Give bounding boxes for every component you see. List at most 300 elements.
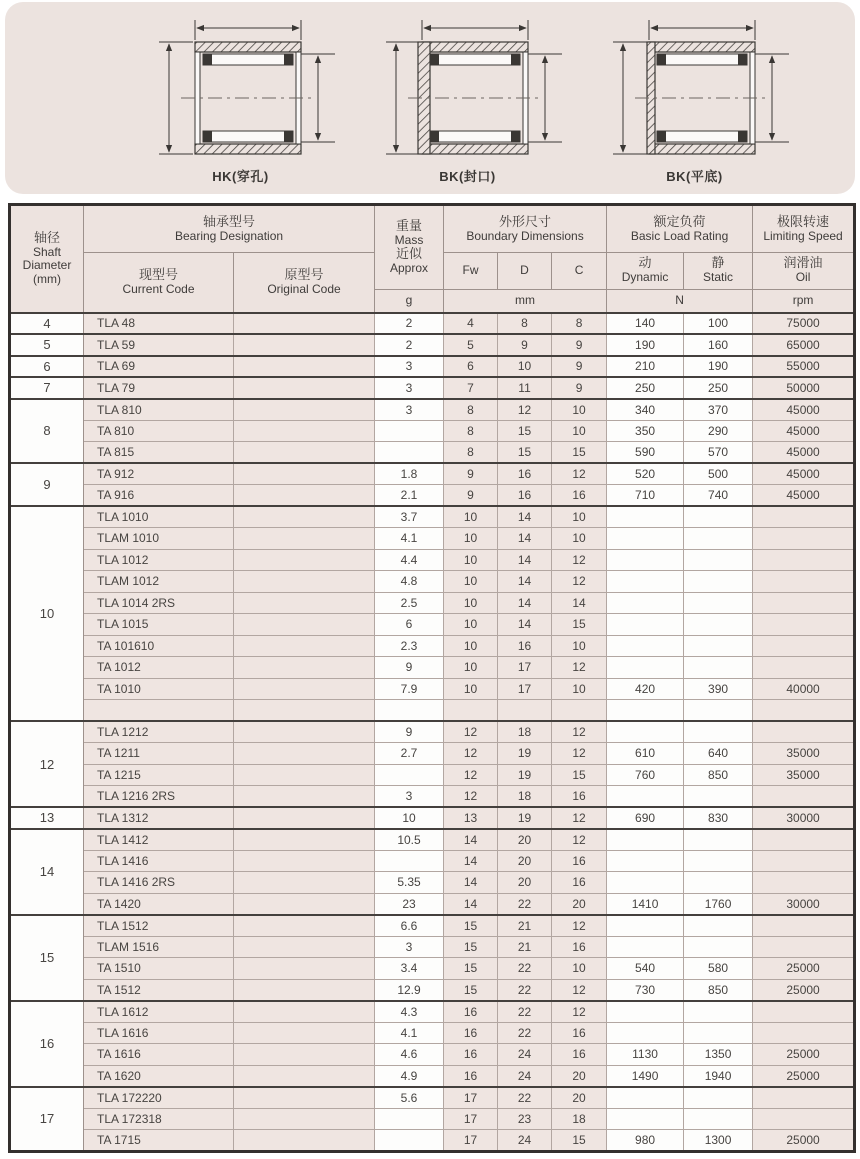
original-code-cell [234, 1065, 375, 1087]
table-row [10, 807, 855, 829]
d-cell: 23 [498, 1108, 552, 1130]
bearing-cross-section-icon [587, 12, 802, 164]
static-load-cell [684, 1087, 753, 1109]
fw-cell: 12 [444, 721, 498, 743]
original-code-cell [234, 614, 375, 636]
oil-speed-cell: 75000 [753, 313, 855, 335]
fw-cell: 8 [444, 399, 498, 421]
fw-cell: 8 [444, 420, 498, 442]
header-oil-cn: 润滑油 [783, 255, 823, 271]
current-code-cell: TA 912 [84, 463, 234, 485]
original-code-cell [234, 786, 375, 808]
shaft-group-14 [10, 829, 855, 915]
current-code-cell: TLA 172220 [84, 1087, 234, 1109]
table-row [10, 1108, 855, 1130]
spec-table [8, 203, 856, 1153]
oil-speed-cell [753, 721, 855, 743]
dynamic-load-cell: 1130 [607, 1044, 684, 1066]
current-code-cell: TA 1420 [84, 893, 234, 915]
table-row [10, 592, 855, 614]
static-load-cell [684, 1001, 753, 1023]
original-code-cell [234, 420, 375, 442]
d-cell: 22 [498, 979, 552, 1001]
mass-cell: 6 [375, 614, 444, 636]
static-load-cell: 1350 [684, 1044, 753, 1066]
oil-speed-cell: 30000 [753, 807, 855, 829]
mass-cell [375, 850, 444, 872]
static-load-cell: 1300 [684, 1130, 753, 1152]
fw-cell: 16 [444, 1001, 498, 1023]
d-cell: 18 [498, 786, 552, 808]
static-load-cell: 390 [684, 678, 753, 700]
current-code-cell: TLA 1412 [84, 829, 234, 851]
oil-speed-cell: 25000 [753, 979, 855, 1001]
c-cell: 9 [552, 356, 607, 378]
c-cell: 14 [552, 592, 607, 614]
c-cell: 15 [552, 614, 607, 636]
oil-speed-cell [753, 872, 855, 894]
header-shaft-en2: Diameter [22, 258, 72, 273]
current-code-cell: TLA 48 [84, 313, 234, 335]
current-code-cell: TA 1510 [84, 958, 234, 980]
original-code-cell [234, 958, 375, 980]
fw-cell: 10 [444, 678, 498, 700]
original-code-cell [234, 1108, 375, 1130]
current-code-cell: TLAM 1012 [84, 571, 234, 593]
dynamic-load-cell [607, 786, 684, 808]
oil-speed-cell: 45000 [753, 399, 855, 421]
oil-speed-cell: 45000 [753, 485, 855, 507]
oil-speed-cell [753, 1001, 855, 1023]
original-code-cell [234, 442, 375, 464]
current-code-cell: TLA 1216 2RS [84, 786, 234, 808]
original-code-cell [234, 657, 375, 679]
dynamic-load-cell [607, 571, 684, 593]
mass-cell [375, 442, 444, 464]
c-cell: 12 [552, 979, 607, 1001]
oil-speed-cell [753, 528, 855, 550]
mass-cell: 4.4 [375, 549, 444, 571]
mass-cell: 3 [375, 786, 444, 808]
table-row [10, 420, 855, 442]
d-cell: 20 [498, 872, 552, 894]
current-code-cell: TLA 69 [84, 356, 234, 378]
c-cell: 10 [552, 399, 607, 421]
static-load-cell [684, 614, 753, 636]
c-cell: 12 [552, 549, 607, 571]
current-code-cell: TA 810 [84, 420, 234, 442]
header-unit-mm [444, 289, 607, 312]
c-cell: 15 [552, 764, 607, 786]
d-cell: 9 [498, 334, 552, 356]
current-code-cell: TA 916 [84, 485, 234, 507]
original-code-cell [234, 528, 375, 550]
original-code-cell [234, 1022, 375, 1044]
table-row [10, 528, 855, 550]
header-unit-n [607, 289, 753, 312]
fw-cell: 10 [444, 506, 498, 528]
static-load-cell: 580 [684, 958, 753, 980]
mass-cell: 12.9 [375, 979, 444, 1001]
static-load-cell [684, 936, 753, 958]
dynamic-load-cell [607, 657, 684, 679]
mass-cell: 9 [375, 721, 444, 743]
current-code-cell: TLA 1512 [84, 915, 234, 937]
current-code-cell: TA 1616 [84, 1044, 234, 1066]
current-code-cell: TLA 172318 [84, 1108, 234, 1130]
oil-speed-cell: 25000 [753, 1130, 855, 1152]
d-cell: 14 [498, 571, 552, 593]
static-load-cell [684, 829, 753, 851]
dynamic-load-cell: 1410 [607, 893, 684, 915]
diagram-caption: BK(封口) [439, 169, 496, 184]
mass-cell: 2.1 [375, 485, 444, 507]
dynamic-load-cell: 590 [607, 442, 684, 464]
header-dims-en: Boundary Dimensions [466, 228, 584, 243]
c-cell: 10 [552, 678, 607, 700]
oil-speed-cell [753, 592, 855, 614]
table-row [10, 635, 855, 657]
current-code-cell: TLA 1416 2RS [84, 872, 234, 894]
d-cell: 10 [498, 356, 552, 378]
oil-speed-cell [753, 571, 855, 593]
mass-cell: 9 [375, 657, 444, 679]
header-fw-label: Fw [462, 262, 479, 277]
current-code-cell: TLA 1015 [84, 614, 234, 636]
header-boundary-dimensions [444, 205, 607, 253]
mass-cell: 3 [375, 377, 444, 399]
shaft-diameter-cell: 10 [10, 506, 84, 721]
table-row [10, 764, 855, 786]
original-code-cell [234, 1001, 375, 1023]
fw-cell: 12 [444, 786, 498, 808]
mass-cell: 3 [375, 936, 444, 958]
fw-cell: 15 [444, 915, 498, 937]
dynamic-load-cell: 420 [607, 678, 684, 700]
d-cell: 12 [498, 399, 552, 421]
dynamic-load-cell [607, 829, 684, 851]
fw-cell: 10 [444, 614, 498, 636]
c-cell: 16 [552, 1022, 607, 1044]
table-row [10, 829, 855, 851]
dynamic-load-cell [607, 721, 684, 743]
original-code-cell [234, 915, 375, 937]
c-cell: 15 [552, 1130, 607, 1152]
mass-cell [375, 1108, 444, 1130]
mass-cell: 3 [375, 356, 444, 378]
current-code-cell: TLA 79 [84, 377, 234, 399]
original-code-cell [234, 1087, 375, 1109]
header-current-code [84, 253, 234, 313]
oil-speed-cell: 55000 [753, 356, 855, 378]
c-cell: 16 [552, 1044, 607, 1066]
original-code-cell [234, 829, 375, 851]
shaft-group-8 [10, 399, 855, 464]
original-code-cell [234, 850, 375, 872]
original-code-cell [234, 721, 375, 743]
original-code-cell [234, 571, 375, 593]
mass-cell: 4.8 [375, 571, 444, 593]
static-load-cell [684, 850, 753, 872]
d-cell: 19 [498, 743, 552, 765]
mass-cell: 3.7 [375, 506, 444, 528]
fw-cell: 9 [444, 485, 498, 507]
current-code-cell [84, 700, 234, 722]
current-code-cell: TA 101610 [84, 635, 234, 657]
original-code-cell [234, 1044, 375, 1066]
d-cell: 14 [498, 506, 552, 528]
oil-speed-cell [753, 786, 855, 808]
static-load-cell: 160 [684, 334, 753, 356]
dynamic-load-cell: 980 [607, 1130, 684, 1152]
mass-cell [375, 700, 444, 722]
fw-cell: 12 [444, 764, 498, 786]
c-cell: 9 [552, 377, 607, 399]
c-cell: 10 [552, 506, 607, 528]
c-cell: 12 [552, 915, 607, 937]
static-load-cell: 190 [684, 356, 753, 378]
static-load-cell [684, 528, 753, 550]
dynamic-load-cell: 1490 [607, 1065, 684, 1087]
oil-speed-cell: 45000 [753, 420, 855, 442]
table-row [10, 850, 855, 872]
mass-cell: 4.6 [375, 1044, 444, 1066]
header-current-en: Current Code [122, 281, 195, 296]
current-code-cell: TLA 1012 [84, 549, 234, 571]
d-cell: 19 [498, 764, 552, 786]
shaft-group-15 [10, 915, 855, 1001]
current-code-cell: TLA 1010 [84, 506, 234, 528]
header-original-cn: 原型号 [284, 266, 324, 282]
spec-table-wrapper [8, 203, 853, 1153]
current-code-cell: TLA 1014 2RS [84, 592, 234, 614]
shaft-group-4 [10, 313, 855, 335]
oil-speed-cell [753, 657, 855, 679]
oil-speed-cell: 30000 [753, 893, 855, 915]
c-cell: 12 [552, 657, 607, 679]
header-d-label: D [520, 262, 529, 277]
fw-cell: 10 [444, 657, 498, 679]
fw-cell: 17 [444, 1130, 498, 1152]
fw-cell: 15 [444, 958, 498, 980]
oil-speed-cell [753, 506, 855, 528]
c-cell: 16 [552, 936, 607, 958]
static-load-cell [684, 506, 753, 528]
mass-cell: 2 [375, 334, 444, 356]
original-code-cell [234, 313, 375, 335]
dynamic-load-cell [607, 635, 684, 657]
shaft-group-17 [10, 1087, 855, 1152]
table-row [10, 721, 855, 743]
table-row [10, 377, 855, 399]
oil-speed-cell [753, 936, 855, 958]
fw-cell: 10 [444, 592, 498, 614]
shaft-group-10 [10, 506, 855, 721]
static-load-cell: 850 [684, 979, 753, 1001]
c-cell: 20 [552, 1065, 607, 1087]
current-code-cell: TA 1211 [84, 743, 234, 765]
d-cell: 16 [498, 485, 552, 507]
static-load-cell [684, 1022, 753, 1044]
mass-cell: 10.5 [375, 829, 444, 851]
fw-cell [444, 700, 498, 722]
d-cell: 22 [498, 1087, 552, 1109]
d-cell: 15 [498, 420, 552, 442]
original-code-cell [234, 1130, 375, 1152]
oil-speed-cell [753, 1087, 855, 1109]
bearing-diagram-1 [133, 12, 348, 185]
d-cell: 15 [498, 442, 552, 464]
d-cell: 18 [498, 721, 552, 743]
shaft-diameter-cell: 6 [10, 356, 84, 378]
original-code-cell [234, 485, 375, 507]
dynamic-load-cell: 190 [607, 334, 684, 356]
current-code-cell: TA 1620 [84, 1065, 234, 1087]
static-load-cell [684, 1108, 753, 1130]
original-code-cell [234, 700, 375, 722]
unit-rpm-label: rpm [792, 292, 814, 307]
d-cell: 22 [498, 1022, 552, 1044]
shaft-diameter-cell: 9 [10, 463, 84, 506]
d-cell: 17 [498, 657, 552, 679]
shaft-diameter-cell: 12 [10, 721, 84, 807]
current-code-cell: TA 1512 [84, 979, 234, 1001]
table-row [10, 571, 855, 593]
mass-cell: 2.3 [375, 635, 444, 657]
original-code-cell [234, 936, 375, 958]
d-cell: 22 [498, 958, 552, 980]
current-code-cell: TA 815 [84, 442, 234, 464]
shaft-diameter-cell: 4 [10, 313, 84, 335]
dynamic-load-cell [607, 1108, 684, 1130]
d-cell: 19 [498, 807, 552, 829]
table-row [10, 549, 855, 571]
d-cell: 24 [498, 1130, 552, 1152]
static-load-cell: 640 [684, 743, 753, 765]
static-load-cell: 1760 [684, 893, 753, 915]
c-cell [552, 700, 607, 722]
mass-cell: 7.9 [375, 678, 444, 700]
dynamic-load-cell: 610 [607, 743, 684, 765]
original-code-cell [234, 356, 375, 378]
table-row [10, 485, 855, 507]
fw-cell: 16 [444, 1065, 498, 1087]
dynamic-load-cell: 690 [607, 807, 684, 829]
static-load-cell: 570 [684, 442, 753, 464]
mass-cell: 2.7 [375, 743, 444, 765]
shaft-group-9 [10, 463, 855, 506]
oil-speed-cell: 35000 [753, 764, 855, 786]
fw-cell: 10 [444, 571, 498, 593]
header-basic-load-rating [607, 205, 753, 253]
c-cell: 12 [552, 571, 607, 593]
d-cell: 24 [498, 1065, 552, 1087]
header-d [498, 253, 552, 290]
oil-speed-cell: 45000 [753, 463, 855, 485]
oil-speed-cell: 25000 [753, 958, 855, 980]
oil-speed-cell: 35000 [753, 743, 855, 765]
table-row [10, 743, 855, 765]
static-load-cell: 370 [684, 399, 753, 421]
diagram-panel [5, 2, 855, 194]
current-code-cell: TA 1012 [84, 657, 234, 679]
c-cell: 10 [552, 635, 607, 657]
fw-cell: 4 [444, 313, 498, 335]
c-cell: 16 [552, 485, 607, 507]
fw-cell: 7 [444, 377, 498, 399]
header-speed-en: Limiting Speed [763, 228, 843, 243]
table-row [10, 356, 855, 378]
mass-cell: 23 [375, 893, 444, 915]
c-cell: 8 [552, 313, 607, 335]
current-code-cell: TLA 1212 [84, 721, 234, 743]
mass-cell: 4.1 [375, 528, 444, 550]
d-cell: 14 [498, 528, 552, 550]
mass-cell: 10 [375, 807, 444, 829]
dynamic-load-cell: 730 [607, 979, 684, 1001]
header-static [684, 253, 753, 290]
mass-cell: 4.9 [375, 1065, 444, 1087]
static-load-cell [684, 700, 753, 722]
fw-cell: 5 [444, 334, 498, 356]
table-row [10, 614, 855, 636]
dynamic-load-cell [607, 528, 684, 550]
dynamic-load-cell [607, 1087, 684, 1109]
oil-speed-cell: 40000 [753, 678, 855, 700]
header-approx-en: Approx [390, 261, 429, 276]
oil-speed-cell: 50000 [753, 377, 855, 399]
header-dynamic-en: Dynamic [621, 270, 669, 285]
d-cell: 14 [498, 614, 552, 636]
static-load-cell [684, 872, 753, 894]
shaft-group-6 [10, 356, 855, 378]
oil-speed-cell [753, 1108, 855, 1130]
c-cell: 12 [552, 743, 607, 765]
static-load-cell [684, 721, 753, 743]
original-code-cell [234, 506, 375, 528]
c-cell: 16 [552, 786, 607, 808]
original-code-cell [234, 549, 375, 571]
header-dynamic [607, 253, 684, 290]
static-load-cell: 850 [684, 764, 753, 786]
mass-cell: 2.5 [375, 592, 444, 614]
oil-speed-cell [753, 1022, 855, 1044]
header-oil [753, 253, 855, 290]
header-original-en: Original Code [267, 281, 341, 296]
header-mass-en: Mass [394, 232, 424, 247]
header-oil-en: Oil [795, 270, 811, 285]
oil-speed-cell [753, 549, 855, 571]
table-row [10, 1087, 855, 1109]
dynamic-load-cell [607, 936, 684, 958]
static-load-cell [684, 635, 753, 657]
oil-speed-cell [753, 915, 855, 937]
fw-cell: 10 [444, 528, 498, 550]
current-code-cell: TA 1215 [84, 764, 234, 786]
static-load-cell [684, 657, 753, 679]
c-cell: 12 [552, 463, 607, 485]
mass-cell [375, 1130, 444, 1152]
oil-speed-cell: 65000 [753, 334, 855, 356]
header-limiting-speed [753, 205, 855, 253]
header-load-cn: 额定负荷 [653, 213, 706, 229]
unit-mm-label: mm [515, 292, 536, 307]
table-row [10, 872, 855, 894]
header-shaft-diameter [10, 205, 84, 313]
fw-cell: 16 [444, 1022, 498, 1044]
header-unit-rpm [753, 289, 855, 312]
fw-cell: 17 [444, 1087, 498, 1109]
